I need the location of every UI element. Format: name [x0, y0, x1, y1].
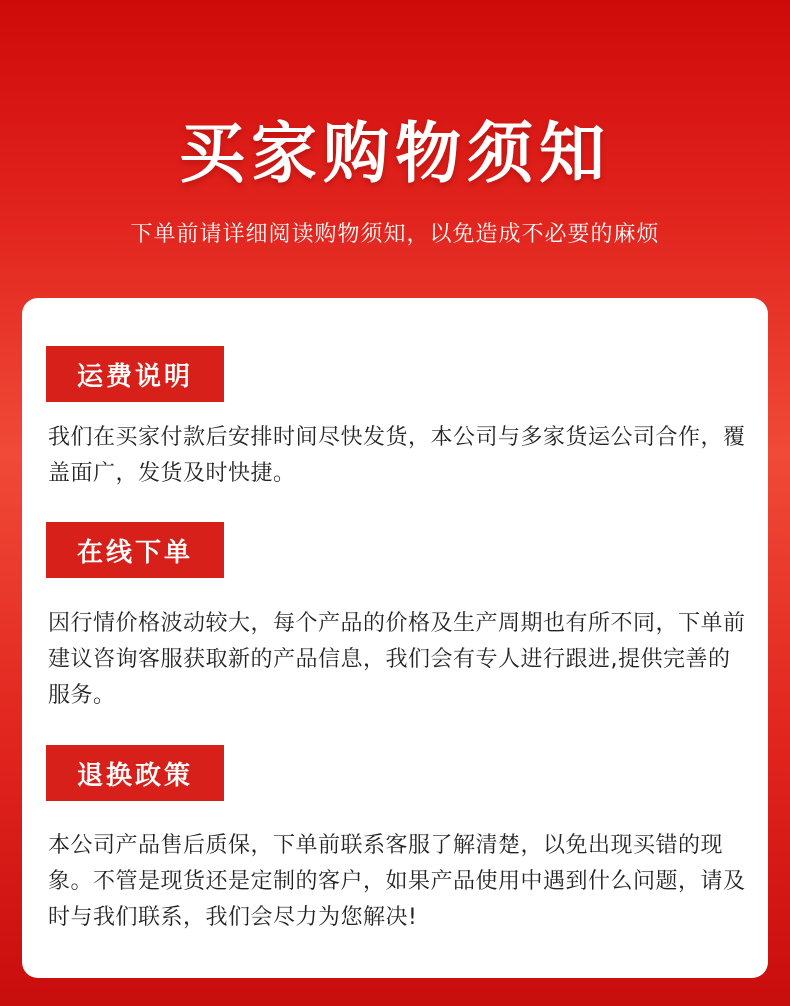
page-title: 买家购物须知	[179, 115, 611, 192]
section-body-shipping: 我们在买家付款后安排时间尽快发货，本公司与多家货运公司合作，覆盖面广，发货及时快捷。	[48, 425, 746, 486]
section-body-returns: 本公司产品售后质保，下单前联系客服了解清楚，以免出现买错的现象。不管是现货还是定制的客户，如果产品使用中遇到什么问题，请及时与我们联系，我们会尽力为您解决!	[48, 833, 746, 930]
section-body-ordering: 因行情价格波动较大，每个产品的价格及生产周期也有所不同，下单前建议咨询客服获取新的产品信息，我们会有专人进行跟进,提供完善的服务。	[48, 611, 746, 708]
notice-card	[22, 298, 768, 978]
section-heading-returns: 退换政策	[46, 745, 224, 801]
page-subtitle: 下单前请详细阅读购物须知，以免造成不必要的麻烦	[130, 222, 660, 247]
section-heading-shipping: 运费说明	[46, 346, 224, 402]
section-heading-ordering: 在线下单	[46, 522, 224, 578]
